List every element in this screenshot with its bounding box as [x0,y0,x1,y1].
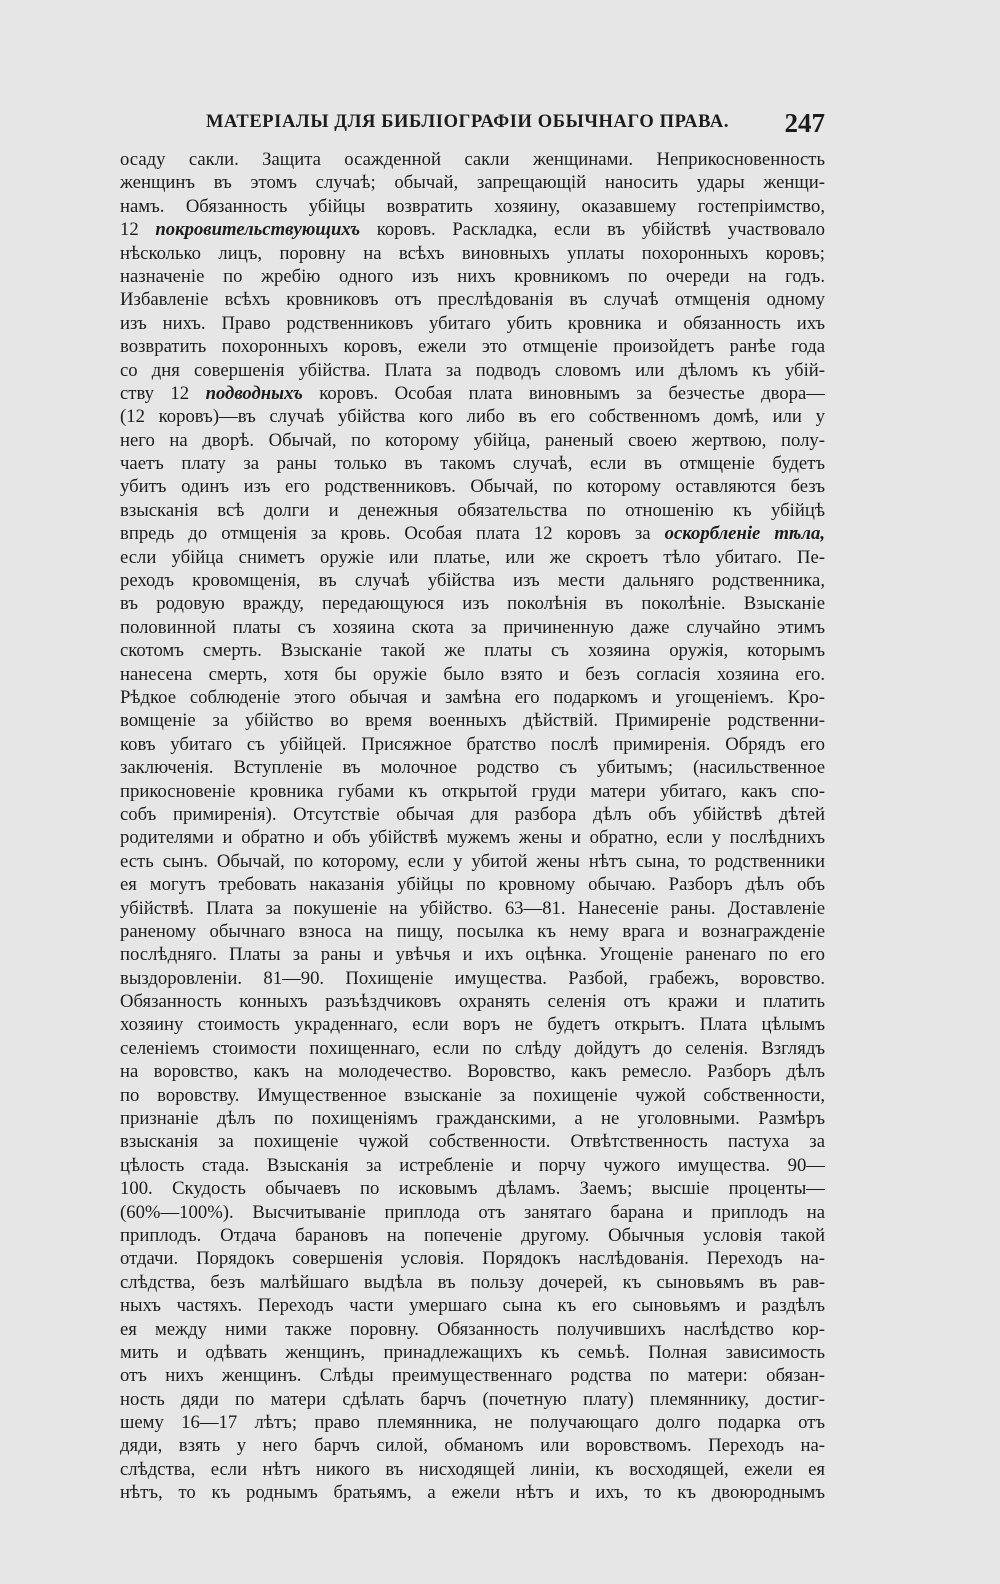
emphasized-term: подводныхъ [205,382,303,404]
text-line: нѣсколько лицъ, поровну на всѣхъ виновныхъ уплаты похоронныхъ коровъ; [120,242,825,264]
page-number: 247 [784,108,825,138]
text-line: убійствѣ. Плата за покушеніе на убійство. 63—81. Нанесеніе раны. Доставленіе [120,897,825,919]
text-line: ея могутъ требовать наказанія убійцы по кровному обычаю. Разборъ дѣлъ объ [120,874,825,896]
text-line: женщинъ въ этомъ случаѣ; обычай, запрещающій наносить удары женщи- [120,172,825,194]
text-line: на воровство, какъ на молодечество. Воровство, какъ ремесло. Разборъ дѣлъ [120,1061,825,1083]
text-line: взысканія всѣ долги и денежныя обязательства по отношенію къ убійцѣ [120,499,825,521]
text-line: ея между ними также поровну. Обязанность получившихъ наслѣдство кор- [120,1318,825,1340]
text-line: скотомъ смерть. Взысканіе такой же платы съ хозяина оружія, которымъ [120,640,825,662]
text-line: по воровству. Имущественное взысканіе за похищеніе чужой собственности, [120,1084,825,1106]
text-line: Обязанность конныхъ разъѣздчиковъ охранять селенія отъ кражи и платить [120,991,825,1013]
text-line: раненому обычнаго взноса на пищу, посылка къ нему врага и вознагражденіе [120,920,825,942]
text-line: отдачи. Порядокъ совершенія условія. Порядокъ наслѣдованія. Переходъ на- [120,1248,825,1270]
text-line: изъ нихъ. Право родственниковъ убитаго убить кровника и обязанность ихъ [120,312,825,334]
text-line: приплодъ. Отдача барановъ на попеченіе другому. Обычныя условія такой [120,1224,825,1246]
text-line: признаніе дѣлъ по похищеніямъ гражданскими, а не уголовными. Размѣръ [120,1108,825,1130]
text-line: ныхъ частяхъ. Переходъ части умершаго сына къ его сыновьямъ и раздѣлъ [120,1295,825,1317]
text-line: выздоровленіи. 81—90. Похищеніе имущества. Разбой, грабежъ, воровство. [120,967,825,989]
emphasized-term: оскорбленіе тѣла, [664,523,825,545]
text-line: (60%—100%). Высчитываніе приплода отъ занятаго барана и приплодъ на [120,1201,825,1223]
text-line: Рѣдкое соблюденіе этого обычая и замѣна его подаркомъ и угощеніемъ. Кро- [120,686,825,708]
text-line: дяди, взять у него барчъ силой, обманомъ или воровствомъ. Переходъ на- [120,1435,825,1457]
running-title: МАТЕРІАЛЫ ДЛЯ БИБЛІОГРАФІИ ОБЫЧНАГО ПРАВА. [206,112,730,132]
text-line: впредь до отмщенія за кровь. Особая плата 12 коровъ за оскорбленіе тѣла, [120,523,825,545]
text-line: нѣтъ, то къ роднымъ братьямъ, а ежели нѣтъ и ихъ, то къ двоюроднымъ [120,1482,825,1504]
text-line: цѣлость стада. Взысканія за истребленіе и порчу чужого имущества. 90— [120,1154,825,1176]
text-line: Избавленіе всѣхъ кровниковъ отъ преслѣдованія въ случаѣ отмщенія одному [120,289,825,311]
text-line: есть сынъ. Обычай, по которому, если у убитой жены нѣтъ сына, то родственники [120,850,825,872]
text-line: назначеніе по жребію одного изъ нихъ кровникомъ по очереди на годъ. [120,265,825,287]
text-line: него на дворѣ. Обычай, по которому убійца, раненый своею жертвою, полу- [120,429,825,451]
text-line: послѣдняго. Платы за раны и увѣчья и ихъ оцѣнка. Угощеніе раненаго по его [120,944,825,966]
text-line: вомщеніе за убійство во время военныхъ дѣйствій. Примиреніе родственни- [120,710,825,732]
text-line: ность дяди по матери сдѣлать барчъ (почетную плату) племяннику, достиг- [120,1388,825,1410]
text-line: взысканія за похищеніе чужой собственности. Отвѣтственность пастуха за [120,1131,825,1153]
text-line: шему 16—17 лѣтъ; право племянника, не получающаго долго подарка отъ [120,1412,825,1434]
text-line: слѣдства, безъ малѣйшаго выдѣла въ пользу дочерей, къ сыновьямъ въ рав- [120,1271,825,1293]
text-line: слѣдства, если нѣтъ никого въ нисходящей линіи, къ восходящей, ежели ея [120,1458,825,1480]
text-line: въ родовую вражду, передающуюся изъ поколѣнія въ поколѣніе. Взысканіе [120,593,825,615]
text-line: мить и одѣвать женщинъ, принадлежащихъ къ семьѣ. Полная зависимость [120,1341,825,1363]
text-line: половинной платы съ хозяина скота за причиненную даже случайно этимъ [120,616,825,638]
text-line: если убійца сниметъ оружіе или платье, или же скроетъ тѣло убитаго. Пе- [120,546,825,568]
text-line: со дня совершенія убійства. Плата за подводъ словомъ или дѣломъ къ убій- [120,359,825,381]
text-line: прикосновеніе кровника губами къ открытой груди матери убитаго, какъ спо- [120,780,825,802]
text-line: нанесена смерть, хотя бы оружіе было взято и безъ согласія хозяина его. [120,663,825,685]
text-line: собъ примиренія). Отсутствіе обычая для разбора дѣлъ объ убійствѣ дѣтей [120,803,825,825]
text-line: осаду сакли. Защита осажденной сакли женщинами. Неприкосновенность [120,149,825,170]
text-line: чаетъ плату за раны только въ такомъ случаѣ, если въ отмщеніе будетъ [120,453,825,475]
text-line: родителями и обратно и объ убійствѣ мужемъ жены и обратно, если у послѣднихъ [120,827,825,849]
body-text [120,148,825,1505]
page-header [120,108,825,140]
text-line: возвратить похоронныхъ коровъ, ежели это отмщеніе произойдетъ ранѣе года [120,336,825,358]
text-line: реходъ кровомщенія, въ случаѣ убійства изъ мести дальняго родственника, [120,570,825,592]
text-line: убитъ одинъ изъ его родственниковъ. Обычай, по которому оставляются безъ [120,476,825,498]
text-line: (12 коровъ)—въ случаѣ убійства кого либо въ его собственномъ домѣ, или у [120,406,825,428]
text-line: намъ. Обязанность убійцы возвратить хозяину, оказавшему гостепріимство, [120,195,825,217]
emphasized-term: покровительствующихъ [155,219,361,241]
text-line: 12 покровительствующихъ коровъ. Раскладка, если въ убійствѣ участвовало [120,219,825,241]
text-line: 100. Скудость обычаевъ по исковымъ дѣламъ. Заемъ; высшіе проценты— [120,1178,825,1200]
text-line: отъ нихъ женщинъ. Слѣды преимущественнаго родства по матери: обязан- [120,1365,825,1387]
text-line: ству 12 подводныхъ коровъ. Особая плата виновнымъ за безчестье двора— [120,382,825,404]
text-line: хозяину стоимость украденнаго, если воръ не будетъ открытъ. Плата цѣлымъ [120,1014,825,1036]
text-line: заключенія. Вступленіе въ молочное родство съ убитымъ; (насильственное [120,757,825,779]
text-line: ковъ убитаго съ убійцей. Присяжное братство послѣ примиренія. Обрядъ его [120,733,825,755]
text-line: селеніемъ стоимости похищеннаго, если по слѣду дойдутъ до селенія. Взглядъ [120,1037,825,1059]
